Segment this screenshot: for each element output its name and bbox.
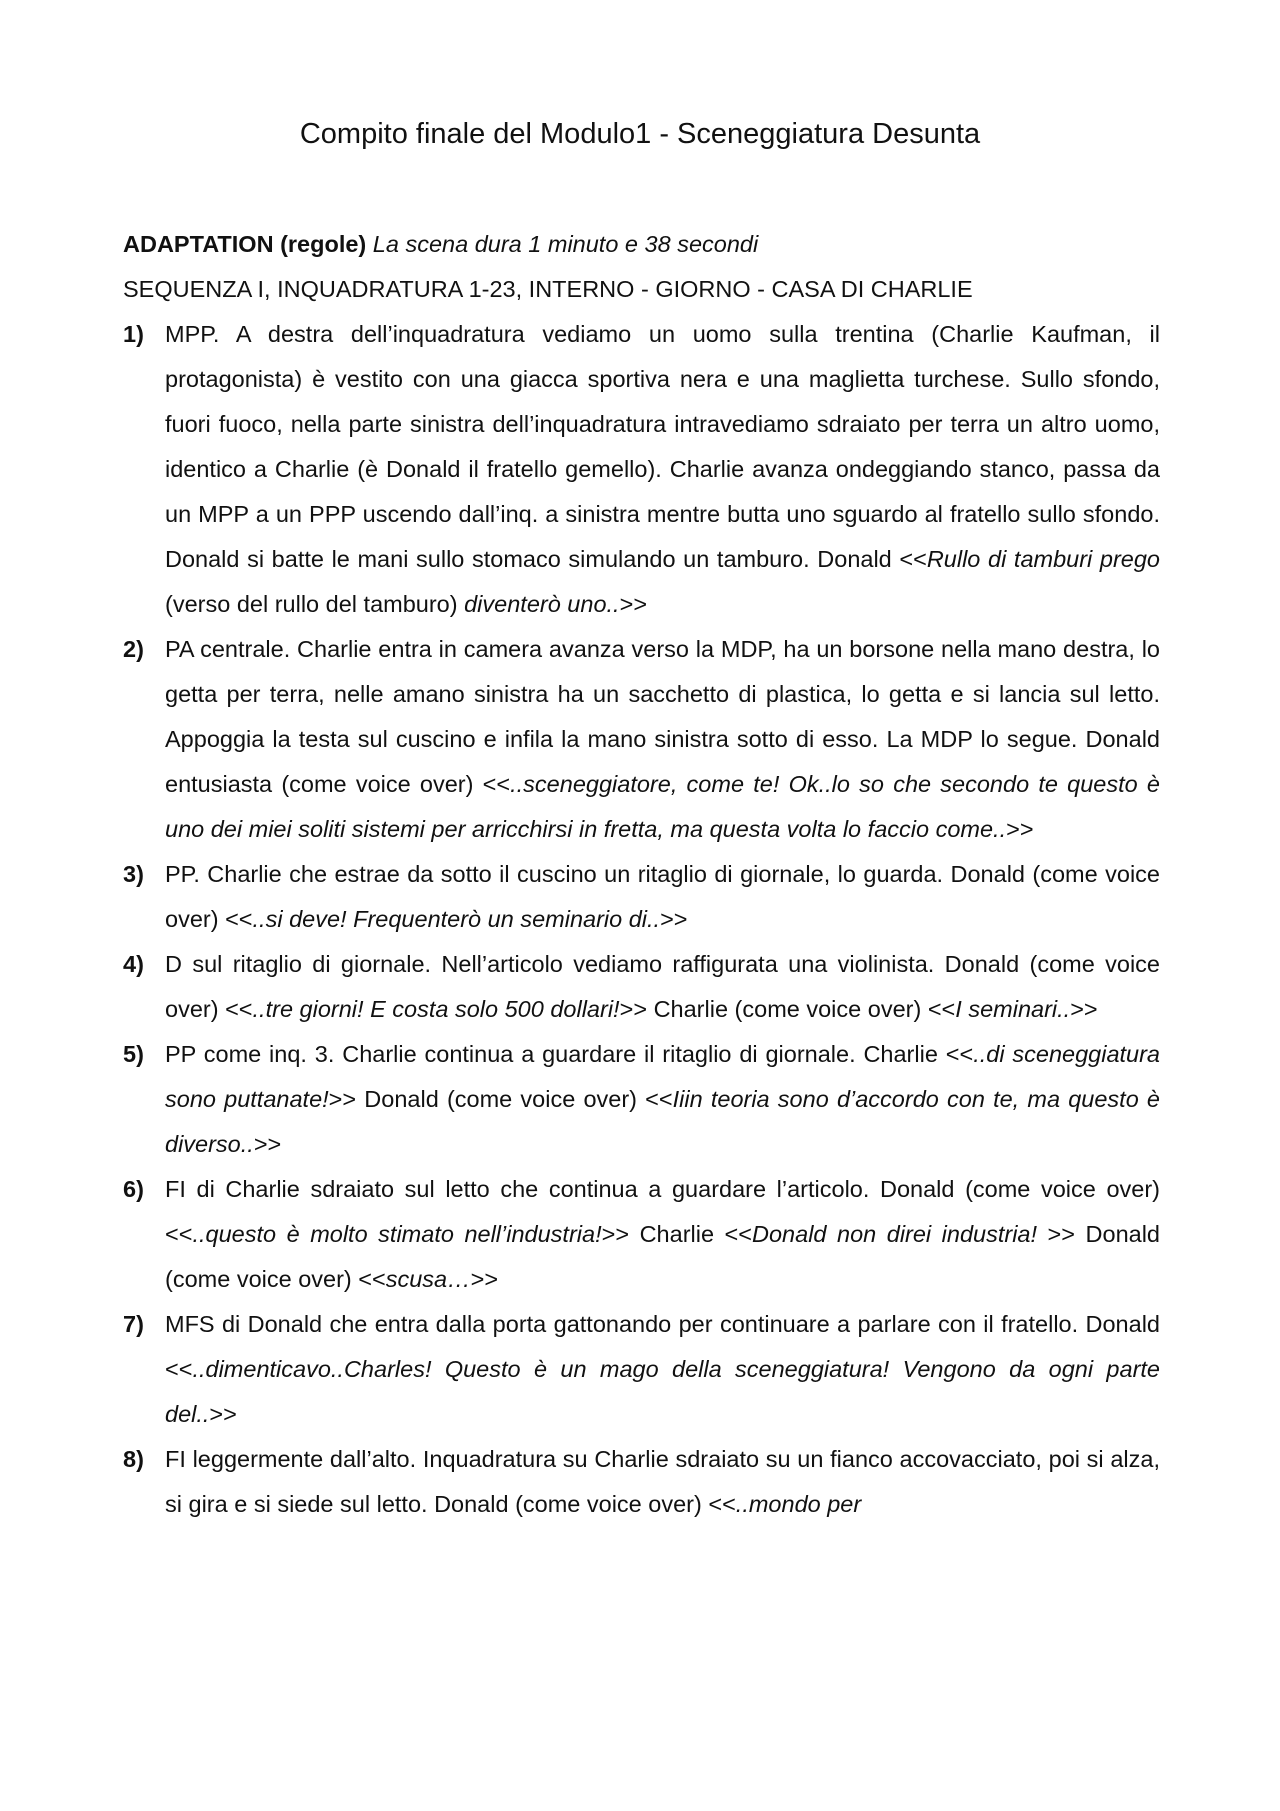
dialogue-text: ..sceneggiatore, come te! Ok..lo so che secondo te questo è uno dei miei soliti sistemi per arricchirsi in fretta, ma questa volta lo faccio come.. [165,771,1161,842]
sequence-line: SEQUENZA I, INQUADRATURA 1-23, INTERNO - GIORNO - CASA DI CHARLIE [123,276,973,302]
shot-description: >> [209,1401,237,1427]
dialogue-text: ..di sceneggiatura sono puttanate! [165,1041,1161,1112]
shot-number: 6) [123,1176,144,1202]
shot-number: 7) [123,1311,144,1337]
shot-number: 1) [123,321,144,347]
shot-number: 2) [123,636,144,662]
shot-description: >> Charlie << [601,1221,753,1247]
heading-bold: ADAPTATION (regole) [123,231,367,257]
document-body [123,222,1160,1527]
shot-item [123,1032,1160,1167]
shot-description: >> [619,591,648,617]
shot-list [123,312,1160,1527]
shot-description: >> [660,906,688,932]
shot-number: 4) [123,951,144,977]
shot-description: >> [253,1131,282,1157]
shot-description: >> [1070,996,1098,1022]
dialogue-text: Rullo di tamburi prego [926,546,1160,572]
dialogue-text: ..questo è molto stimato nell’industria! [192,1221,602,1247]
dialogue-text: ..dimenticavo..Charles! Questo è un mago della sceneggiatura! Vengono da ogni parte del.. [165,1356,1160,1427]
dialogue-text: ..mondo per [735,1491,862,1517]
dialogue-text: ..tre giorni! E costa solo 500 dollari! [252,996,620,1022]
shot-description: (verso del rullo del tamburo) [165,591,465,617]
shot-item [123,312,1160,627]
dialogue-text: Iiin teoria sono d’accordo con te, ma questo è diverso.. [165,1086,1161,1157]
shot-description: >> Donald (come voice over) << [165,1221,1160,1292]
shot-description: >> [1006,816,1034,842]
shot-description: PA centrale. Charlie entra in camera avanza verso la MDP, ha un borsone nella mano destra, lo getta per terra, nelle amano sinistra ha un sacchetto di plastica, lo getta e si lancia sul letto. Appoggia la testa sul cuscino e infila la mano sinistra sotto di esso. La MDP lo segue. Donald entusiasta (come voice over) << [165,636,1160,797]
shot-item [123,1302,1160,1437]
shot-description: PP. Charlie che estrae da sotto il cuscino un ritaglio di giornale, lo guarda. Donald (come voice over) << [165,861,1160,932]
shot-item [123,627,1160,852]
shot-description: FI di Charlie sdraiato sul letto che continua a guardare l’articolo. Donald (come voice over) << [165,1176,1160,1247]
document-title: Compito finale del Modulo1 - Sceneggiatura Desunta [299,118,981,150]
dialogue-text: Donald non direi industria! [752,1221,1038,1247]
scene-heading [123,222,1160,267]
dialogue-text: ..si deve! Frequenterò un seminario di.. [252,906,661,932]
heading-duration: La scena dura 1 minuto e 38 secondi [372,231,759,257]
dialogue-text: I seminari.. [955,996,1071,1022]
shot-number: 3) [123,861,144,887]
shot-description: MPP. A destra dell’inquadratura vediamo un uomo sulla trentina (Charlie Kaufman, il protagonista) è vestito con una giacca sportiva nera e una maglietta turchese. Sullo sfondo, fuori fuoco, nella parte sinistra dell’inquadratura intravediamo sdraiato per terra un altro uomo, identico a Charlie (è Donald il fratello gemello). Charlie avanza ondeggiando stanco, passa da un MPP a un PPP uscendo dall’inq. a sinistra mentre butta uno sguardo al fratello sullo sfondo. Donald si batte le mani sullo stomaco simulando un tamburo. Donald << [165,321,1160,572]
shot-description: >> Charlie (come voice over) << [619,996,956,1022]
shot-number: 5) [123,1041,144,1067]
shot-description: >> [470,1266,499,1292]
shot-description: PP come inq. 3. Charlie continua a guardare il ritaglio di giornale. Charlie << [165,1041,974,1067]
dialogue-text: scusa… [385,1266,471,1292]
shot-item [123,1167,1160,1302]
shot-number: 8) [123,1446,144,1472]
shot-item [123,852,1160,942]
shot-description: MFS di Donald che entra dalla porta gattonando per continuare a parlare con il fratello. Donald << [165,1311,1160,1382]
dialogue-text: diventerò uno.. [464,591,620,617]
shot-description: FI leggermente dall’alto. Inquadratura su Charlie sdraiato su un fianco accovacciato, poi si alza, si gira e si siede sul letto. Donald (come voice over) << [165,1446,1160,1517]
shot-item [123,942,1160,1032]
shot-description: >> Donald (come voice over) << [328,1086,673,1112]
shot-item [123,1437,1160,1527]
shot-description: D sul ritaglio di giornale. Nell’articolo vediamo raffigurata una violinista. Donald (come voice over) << [165,951,1160,1022]
